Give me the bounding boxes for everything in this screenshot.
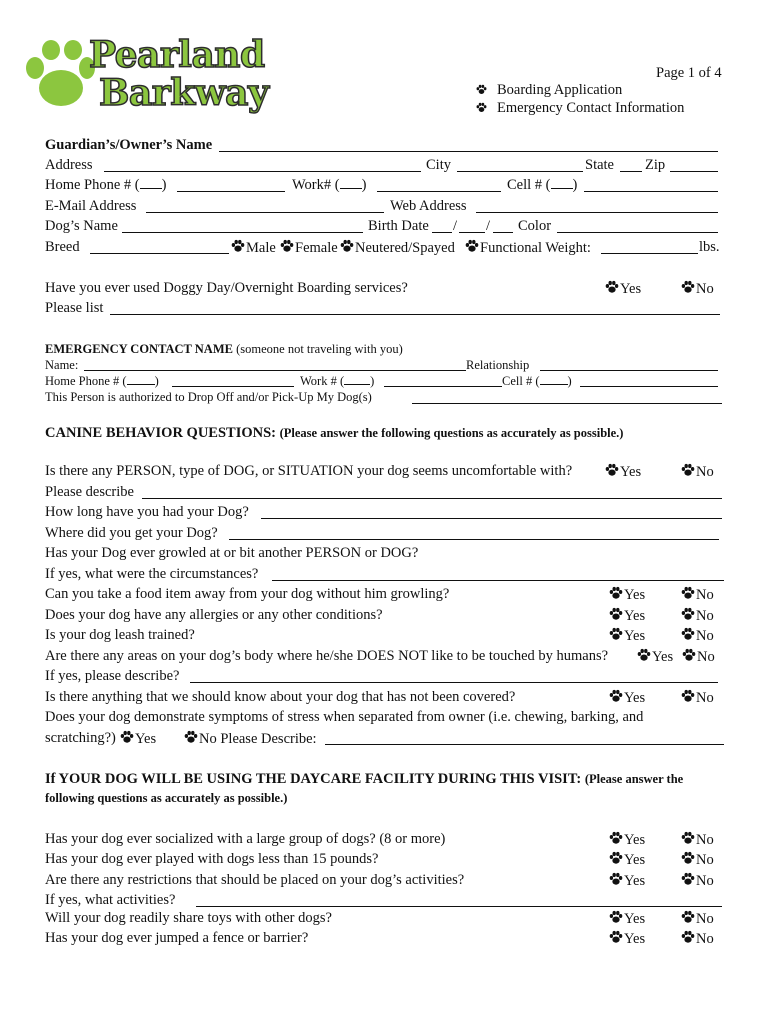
paw-icon <box>476 84 487 95</box>
logo <box>25 36 285 118</box>
paw-icon <box>682 648 696 662</box>
what-activities-label: If yes, what activities? <box>45 892 176 908</box>
paw-icon <box>340 239 354 253</box>
paw-icon <box>605 463 619 477</box>
paw-icon <box>681 930 695 944</box>
paw-icon <box>609 930 623 944</box>
header-item-label: Emergency Contact Information <box>497 100 685 116</box>
paw-icon <box>280 239 294 253</box>
uncomfortable-no[interactable]: No <box>681 463 714 481</box>
paw-icon <box>609 607 623 621</box>
fence-yes[interactable]: Yes <box>609 930 645 948</box>
restrictions-yes[interactable]: Yes <box>609 872 645 890</box>
fence-label: Has your dog ever jumped a fence or barrier? <box>45 930 309 946</box>
food-yes[interactable]: Yes <box>609 586 645 604</box>
daycare-subtitle: following questions as accurately as possible.) <box>45 791 288 805</box>
birth-date-label: Birth Date <box>368 218 429 234</box>
home-phone-field[interactable] <box>177 191 285 192</box>
paw-icon <box>681 280 695 294</box>
anything-yes[interactable]: Yes <box>609 689 645 707</box>
share-label: Will your dog readily share toys with other dogs? <box>45 910 332 926</box>
what-activities-field[interactable] <box>196 906 722 907</box>
owner-name-field[interactable] <box>219 151 718 152</box>
anything-label: Is there anything that we should know about your dog that has not been covered? <box>45 689 516 705</box>
state-field[interactable] <box>620 171 642 172</box>
emergency-name-field[interactable] <box>84 370 466 371</box>
stress-label-2: scratching?) <box>45 730 116 746</box>
how-long-field[interactable] <box>261 518 722 519</box>
circumstances-label: If yes, what were the circumstances? <box>45 566 259 582</box>
emergency-title: EMERGENCY CONTACT NAME (someone not traveling with you) <box>45 342 403 356</box>
socialized-label: Has your dog ever socialized with a large group of dogs? (8 or more) <box>45 831 446 847</box>
paw-icon <box>184 730 198 744</box>
header-item-label: Boarding Application <box>497 82 623 98</box>
restrictions-label: Are there any restrictions that should be placed on your dog’s activities? <box>45 872 465 888</box>
please-list-field[interactable] <box>110 314 720 315</box>
breed-label: Breed <box>45 239 80 255</box>
leash-yes[interactable]: Yes <box>609 627 645 645</box>
paw-icon <box>609 586 623 600</box>
female-option[interactable]: Female <box>280 239 338 257</box>
played-label: Has your dog ever played with dogs less than 15 pounds? <box>45 851 379 867</box>
share-no[interactable]: No <box>681 910 714 928</box>
leash-label: Is your dog leash trained? <box>45 627 195 643</box>
stress-describe-field[interactable] <box>325 744 724 745</box>
paw-icon <box>681 872 695 886</box>
slash: / <box>453 218 458 234</box>
logo-line2: Barkway <box>99 72 269 114</box>
dog-name-label: Dog’s Name <box>45 218 118 234</box>
allergies-yes[interactable]: Yes <box>609 607 645 625</box>
email-field[interactable] <box>146 212 384 213</box>
breed-field[interactable] <box>90 253 229 254</box>
emergency-cell-field[interactable] <box>580 386 718 387</box>
emergency-work-label: Work # ( ) <box>300 374 375 388</box>
page-number: Page 1 of 4 <box>656 65 722 81</box>
color-label: Color <box>518 218 552 234</box>
paw-icon <box>120 730 134 744</box>
relationship-field[interactable] <box>540 370 718 371</box>
daycare-title: If YOUR DOG WILL BE USING THE DAYCARE FACILITY DURING THIS VISIT: (Please answer the <box>45 771 684 787</box>
uncomfortable-yes[interactable]: Yes <box>605 463 641 481</box>
if-yes-describe-label: If yes, please describe? <box>45 668 180 684</box>
share-yes[interactable]: Yes <box>609 910 645 928</box>
relationship-label: Relationship <box>466 358 530 372</box>
circumstances-field[interactable] <box>272 580 724 581</box>
weight-field[interactable] <box>601 253 698 254</box>
web-label: Web Address <box>390 198 467 214</box>
where-label: Where did you get your Dog? <box>45 525 218 541</box>
food-label: Can you take a food item away from your dog without him growling? <box>45 586 450 602</box>
allergies-no[interactable]: No <box>681 607 714 625</box>
home-phone-label: Home Phone # ( ) <box>45 177 167 193</box>
emergency-home-label: Home Phone # ( ) <box>45 374 159 388</box>
paw-icon <box>465 239 479 253</box>
color-field[interactable] <box>557 232 718 233</box>
neutered-option[interactable]: Neutered/Spayed <box>340 239 455 257</box>
touched-label: Are there any areas on your dog’s body where he/she DOES NOT like to be touched by humans? <box>45 648 609 664</box>
socialized-no[interactable]: No <box>681 831 714 849</box>
services-yes[interactable]: Yes <box>605 280 641 298</box>
paw-icon <box>609 689 623 703</box>
zip-field[interactable] <box>670 171 718 172</box>
paw-icon <box>681 831 695 845</box>
web-field[interactable] <box>476 212 718 213</box>
paw-icon <box>605 280 619 294</box>
cell-phone-field[interactable] <box>584 191 718 192</box>
please-describe-field[interactable] <box>142 498 722 499</box>
state-label: State <box>585 157 614 173</box>
header-item-emergency <box>476 100 684 117</box>
email-label: E-Mail Address <box>45 198 137 214</box>
emergency-name-label: Name: <box>45 358 79 372</box>
owner-name-label: Guardian’s/Owner’s Name <box>45 137 213 153</box>
emergency-work-field[interactable] <box>384 386 502 387</box>
how-long-label: How long have you had your Dog? <box>45 504 249 520</box>
cell-phone-label: Cell # ( ) <box>507 177 578 193</box>
authorized-field[interactable] <box>412 403 722 404</box>
restrictions-no[interactable]: No <box>681 872 714 890</box>
birth-month-field[interactable] <box>432 232 452 233</box>
zip-label: Zip <box>645 157 666 173</box>
paw-icon <box>681 586 695 600</box>
paw-icon <box>231 239 245 253</box>
played-no[interactable]: No <box>681 851 714 869</box>
work-phone-field[interactable] <box>377 191 501 192</box>
paw-icon <box>681 851 695 865</box>
food-no[interactable]: No <box>681 586 714 604</box>
services-question: Have you ever used Doggy Day/Overnight Boarding services? <box>45 280 408 296</box>
work-phone-label: Work# ( ) <box>292 177 367 193</box>
paw-icon <box>609 627 623 641</box>
please-list-label: Please list <box>45 300 104 316</box>
paw-icon <box>681 463 695 477</box>
stress-yes[interactable]: Yes <box>120 730 156 748</box>
lbs-label: lbs. <box>699 239 720 255</box>
dog-name-field[interactable] <box>122 232 363 233</box>
city-label: City <box>426 157 451 173</box>
behavior-title: CANINE BEHAVIOR QUESTIONS: (Please answer the following questions as accurately as possible.) <box>45 425 624 441</box>
male-option[interactable]: Male <box>231 239 276 257</box>
paw-icon <box>681 689 695 703</box>
birth-day-field[interactable] <box>459 232 485 233</box>
logo-line1: Pearland <box>89 34 265 76</box>
paw-icon <box>609 910 623 924</box>
weight-label: Functional Weight: <box>465 239 591 257</box>
paw-icon <box>681 627 695 641</box>
stress-label: Does your dog demonstrate symptoms of stress when separated from owner (i.e. chewing, barking, and <box>45 709 644 725</box>
address-field[interactable] <box>104 171 421 172</box>
birth-year-field[interactable] <box>493 232 513 233</box>
services-no[interactable]: No <box>681 280 714 298</box>
played-yes[interactable]: Yes <box>609 851 645 869</box>
socialized-yes[interactable]: Yes <box>609 831 645 849</box>
where-field[interactable] <box>229 539 719 540</box>
leash-no[interactable]: No <box>681 627 714 645</box>
paw-icon <box>476 102 487 113</box>
header-item-boarding <box>476 82 622 99</box>
stress-no[interactable]: No Please Describe: <box>184 730 317 748</box>
paw-icon <box>609 831 623 845</box>
touched-yes[interactable]: Yes <box>637 648 673 666</box>
city-field[interactable] <box>457 171 583 172</box>
authorized-label: This Person is authorized to Drop Off and/or Pick-Up My Dog(s) <box>45 390 372 404</box>
allergies-label: Does your dog have any allergies or any other conditions? <box>45 607 383 623</box>
growled-label: Has your Dog ever growled at or bit another PERSON or DOG? <box>45 545 419 561</box>
q-uncomfortable: Is there any PERSON, type of DOG, or SITUATION your dog seems uncomfortable with? <box>45 463 573 479</box>
if-yes-describe-field[interactable] <box>190 682 718 683</box>
paw-icon <box>637 648 651 662</box>
paw-icon <box>681 910 695 924</box>
please-describe-label: Please describe <box>45 484 134 500</box>
paw-icon <box>609 851 623 865</box>
emergency-cell-label: Cell # ( ) <box>502 374 572 388</box>
emergency-home-field[interactable] <box>172 386 294 387</box>
fence-no[interactable]: No <box>681 930 714 948</box>
paw-icon <box>681 607 695 621</box>
anything-no[interactable]: No <box>681 689 714 707</box>
touched-no[interactable]: No <box>682 648 715 666</box>
paw-logo-icon <box>25 40 95 112</box>
slash: / <box>486 218 491 234</box>
paw-icon <box>609 872 623 886</box>
address-label: Address <box>45 157 93 173</box>
